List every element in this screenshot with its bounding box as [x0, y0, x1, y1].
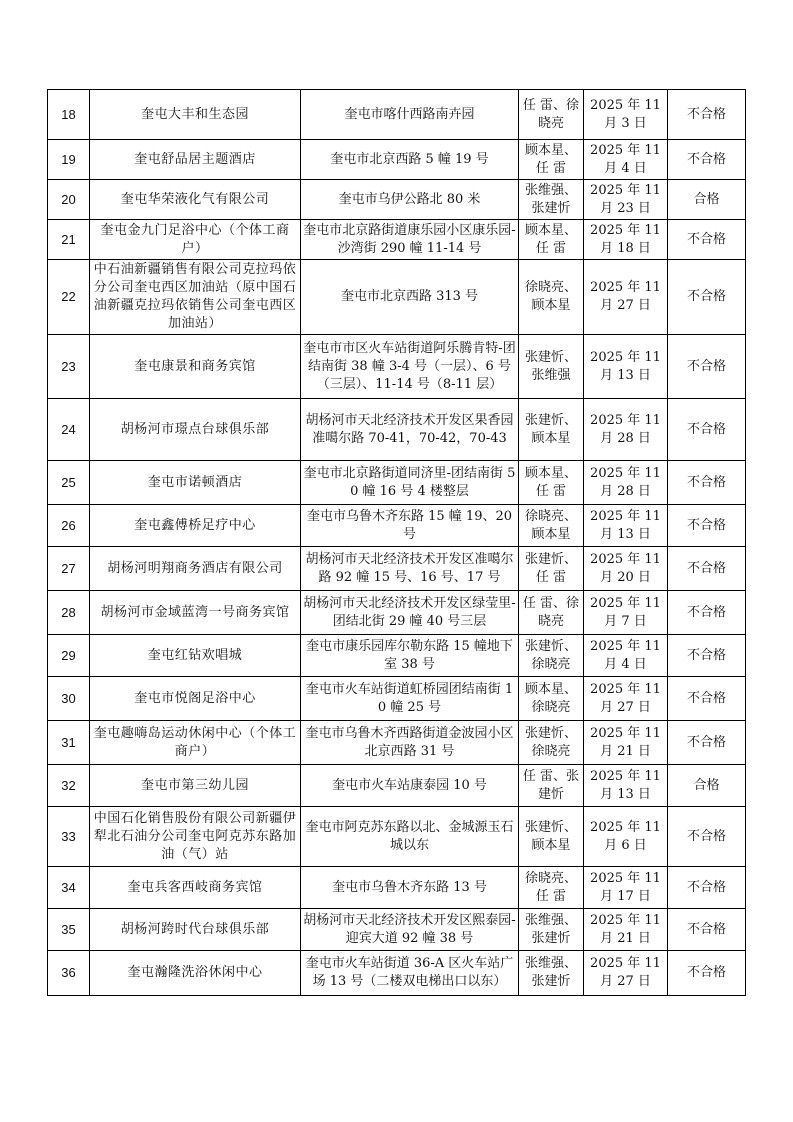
inspection-date: 2025 年 11 月 6 日: [584, 807, 668, 867]
unit-name: 胡杨河市璟点台球俱乐部: [90, 399, 301, 461]
unit-name: 奎屯瀚隆洗浴休闲中心: [90, 951, 301, 996]
inspectors: 徐晓亮、任 雷: [519, 867, 584, 909]
inspection-table: [47, 89, 746, 996]
table-row: [48, 180, 746, 220]
inspection-date: 2025 年 11 月 13 日: [584, 765, 668, 807]
row-number: 21: [48, 220, 90, 260]
row-number: 29: [48, 635, 90, 677]
inspection-date: 2025 年 11 月 17 日: [584, 867, 668, 909]
inspection-date: 2025 年 11 月 18 日: [584, 220, 668, 260]
inspection-result: 不合格: [668, 721, 746, 765]
inspectors: 顾本星、任 雷: [519, 220, 584, 260]
unit-address: 奎屯市北京西路 5 幢 19 号: [301, 140, 519, 180]
inspection-result: 不合格: [668, 807, 746, 867]
inspection-date: 2025 年 11 月 4 日: [584, 140, 668, 180]
unit-name: 奎屯市悦阁足浴中心: [90, 677, 301, 721]
inspectors: 张维强、张建忻: [519, 180, 584, 220]
unit-address: 奎屯市北京路街道康乐园小区康乐园-沙湾街 290 幢 11-14 号: [301, 220, 519, 260]
unit-address: 奎屯市乌鲁木齐东路 15 幢 19、20 号: [301, 505, 519, 547]
unit-name: 奎屯市第三幼儿园: [90, 765, 301, 807]
row-number: 18: [48, 90, 90, 140]
inspection-date: 2025 年 11 月 28 日: [584, 399, 668, 461]
inspectors: 任 雷、徐晓亮: [519, 591, 584, 635]
unit-name: 奎屯市诺顿酒店: [90, 461, 301, 505]
unit-address: 奎屯市火车站康泰园 10 号: [301, 765, 519, 807]
unit-address: 胡杨河市天北经济技术开发区熙泰园-迎宾大道 92 幢 38 号: [301, 909, 519, 951]
row-number: 24: [48, 399, 90, 461]
inspection-result: 不合格: [668, 951, 746, 996]
unit-address: 奎屯市康乐园库尔勒东路 15 幢地下室 38 号: [301, 635, 519, 677]
row-number: 22: [48, 260, 90, 335]
inspection-date: 2025 年 11 月 27 日: [584, 677, 668, 721]
table-row: [48, 677, 746, 721]
table-row: [48, 909, 746, 951]
inspectors: 张维强、张建忻: [519, 909, 584, 951]
unit-address: 胡杨河市天北经济技术开发区果香园准噶尔路 70-41，70-42，70-43: [301, 399, 519, 461]
unit-address: 胡杨河市天北经济技术开发区准噶尔路 92 幢 15 号、16 号、17 号: [301, 547, 519, 591]
inspection-result: 不合格: [668, 591, 746, 635]
inspection-result: 合格: [668, 180, 746, 220]
inspection-date: 2025 年 11 月 23 日: [584, 180, 668, 220]
unit-name: 奎屯大丰和生态园: [90, 90, 301, 140]
row-number: 33: [48, 807, 90, 867]
inspection-result: 不合格: [668, 677, 746, 721]
inspectors: 徐晓亮、顾本星: [519, 505, 584, 547]
inspection-result: 合格: [668, 765, 746, 807]
unit-name: 奎屯金九门足浴中心（个体工商户）: [90, 220, 301, 260]
unit-address: 胡杨河市天北经济技术开发区绿莹里-团结北街 29 幢 40 号三层: [301, 591, 519, 635]
row-number: 20: [48, 180, 90, 220]
inspectors: 顾本星、任 雷: [519, 461, 584, 505]
table-row: [48, 90, 746, 140]
table-row: [48, 721, 746, 765]
table-row: [48, 635, 746, 677]
inspectors: 任 雷、徐晓亮: [519, 90, 584, 140]
inspectors: 徐晓亮、顾本星: [519, 260, 584, 335]
inspection-date: 2025 年 11 月 28 日: [584, 461, 668, 505]
inspection-result: 不合格: [668, 399, 746, 461]
unit-address: 奎屯市火车站街道虹桥园团结南街 10 幢 25 号: [301, 677, 519, 721]
inspection-result: 不合格: [668, 461, 746, 505]
inspection-date: 2025 年 11 月 21 日: [584, 721, 668, 765]
unit-address: 奎屯市阿克苏东路以北、金城源玉石城以东: [301, 807, 519, 867]
unit-name: 胡杨河跨时代台球俱乐部: [90, 909, 301, 951]
inspectors: 张建忻、徐晓亮: [519, 635, 584, 677]
table-row: [48, 399, 746, 461]
inspection-result: 不合格: [668, 335, 746, 399]
table-row: [48, 140, 746, 180]
table-row: [48, 951, 746, 996]
table-row: [48, 220, 746, 260]
inspection-result: 不合格: [668, 505, 746, 547]
row-number: 34: [48, 867, 90, 909]
inspection-date: 2025 年 11 月 13 日: [584, 335, 668, 399]
unit-name: 中国石化销售股份有限公司新疆伊犁北石油分公司奎屯阿克苏东路加油（气）站: [90, 807, 301, 867]
inspection-result: 不合格: [668, 867, 746, 909]
inspectors: 顾本星、徐晓亮: [519, 677, 584, 721]
row-number: 30: [48, 677, 90, 721]
unit-name: 奎屯舒品居主题酒店: [90, 140, 301, 180]
row-number: 28: [48, 591, 90, 635]
unit-address: 奎屯市乌鲁木齐东路 13 号: [301, 867, 519, 909]
row-number: 27: [48, 547, 90, 591]
unit-address: 奎屯市喀什西路南卉园: [301, 90, 519, 140]
row-number: 31: [48, 721, 90, 765]
table-row: [48, 505, 746, 547]
inspectors: 张建忻、顾本星: [519, 399, 584, 461]
inspection-result: 不合格: [668, 547, 746, 591]
unit-name: 奎屯康景和商务宾馆: [90, 335, 301, 399]
unit-name: 胡杨河市金域蓝湾一号商务宾馆: [90, 591, 301, 635]
inspection-result: 不合格: [668, 90, 746, 140]
unit-name: 胡杨河明翔商务酒店有限公司: [90, 547, 301, 591]
table-row: [48, 867, 746, 909]
unit-address: 奎屯市北京西路 313 号: [301, 260, 519, 335]
table-row: [48, 260, 746, 335]
inspection-date: 2025 年 11 月 3 日: [584, 90, 668, 140]
inspection-date: 2025 年 11 月 4 日: [584, 635, 668, 677]
inspectors: 任 雷、张建忻: [519, 765, 584, 807]
table-row: [48, 335, 746, 399]
unit-address: 奎屯市市区火车站街道阿乐腾肯特-团结南街 38 幢 3-4 号（一层）、6 号（三层）、11-14 号（8-11 层）: [301, 335, 519, 399]
inspection-date: 2025 年 11 月 21 日: [584, 909, 668, 951]
row-number: 35: [48, 909, 90, 951]
table-row: [48, 547, 746, 591]
row-number: 36: [48, 951, 90, 996]
unit-name: 中石油新疆销售有限公司克拉玛依分公司奎屯西区加油站（原中国石油新疆克拉玛依销售公司奎屯西区加油站）: [90, 260, 301, 335]
table-row: [48, 461, 746, 505]
inspection-date: 2025 年 11 月 7 日: [584, 591, 668, 635]
inspectors: 张建忻、徐晓亮: [519, 721, 584, 765]
inspection-result: 不合格: [668, 220, 746, 260]
inspection-date: 2025 年 11 月 13 日: [584, 505, 668, 547]
row-number: 26: [48, 505, 90, 547]
inspection-date: 2025 年 11 月 27 日: [584, 951, 668, 996]
unit-address: 奎屯市乌鲁木齐西路街道金波园小区北京西路 31 号: [301, 721, 519, 765]
inspection-result: 不合格: [668, 260, 746, 335]
row-number: 32: [48, 765, 90, 807]
inspectors: 顾本星、任 雷: [519, 140, 584, 180]
inspection-date: 2025 年 11 月 27 日: [584, 260, 668, 335]
unit-name: 奎屯鑫傅桥足疗中心: [90, 505, 301, 547]
table-row: [48, 591, 746, 635]
inspectors: 张建忻、任 雷: [519, 547, 584, 591]
row-number: 25: [48, 461, 90, 505]
inspection-result: 不合格: [668, 635, 746, 677]
row-number: 19: [48, 140, 90, 180]
inspection-date: 2025 年 11 月 20 日: [584, 547, 668, 591]
table-row: [48, 765, 746, 807]
inspectors: 张维强、张建忻: [519, 951, 584, 996]
unit-name: 奎屯红钻欢唱城: [90, 635, 301, 677]
unit-name: 奎屯华荣液化气有限公司: [90, 180, 301, 220]
unit-address: 奎屯市火车站街道 36-A 区火车站广场 13 号（二楼双电梯出口以东）: [301, 951, 519, 996]
table-body: [48, 90, 746, 996]
unit-name: 奎屯趣嗨岛运动休闲中心（个体工商户）: [90, 721, 301, 765]
row-number: 23: [48, 335, 90, 399]
inspectors: 张建忻、顾本星: [519, 807, 584, 867]
unit-name: 奎屯兵客西岐商务宾馆: [90, 867, 301, 909]
table-row: [48, 807, 746, 867]
inspection-result: 不合格: [668, 909, 746, 951]
inspection-result: 不合格: [668, 140, 746, 180]
unit-address: 奎屯市北京路街道同济里-团结南街 50 幢 16 号 4 楼整层: [301, 461, 519, 505]
inspectors: 张建忻、张维强: [519, 335, 584, 399]
unit-address: 奎屯市乌伊公路北 80 米: [301, 180, 519, 220]
